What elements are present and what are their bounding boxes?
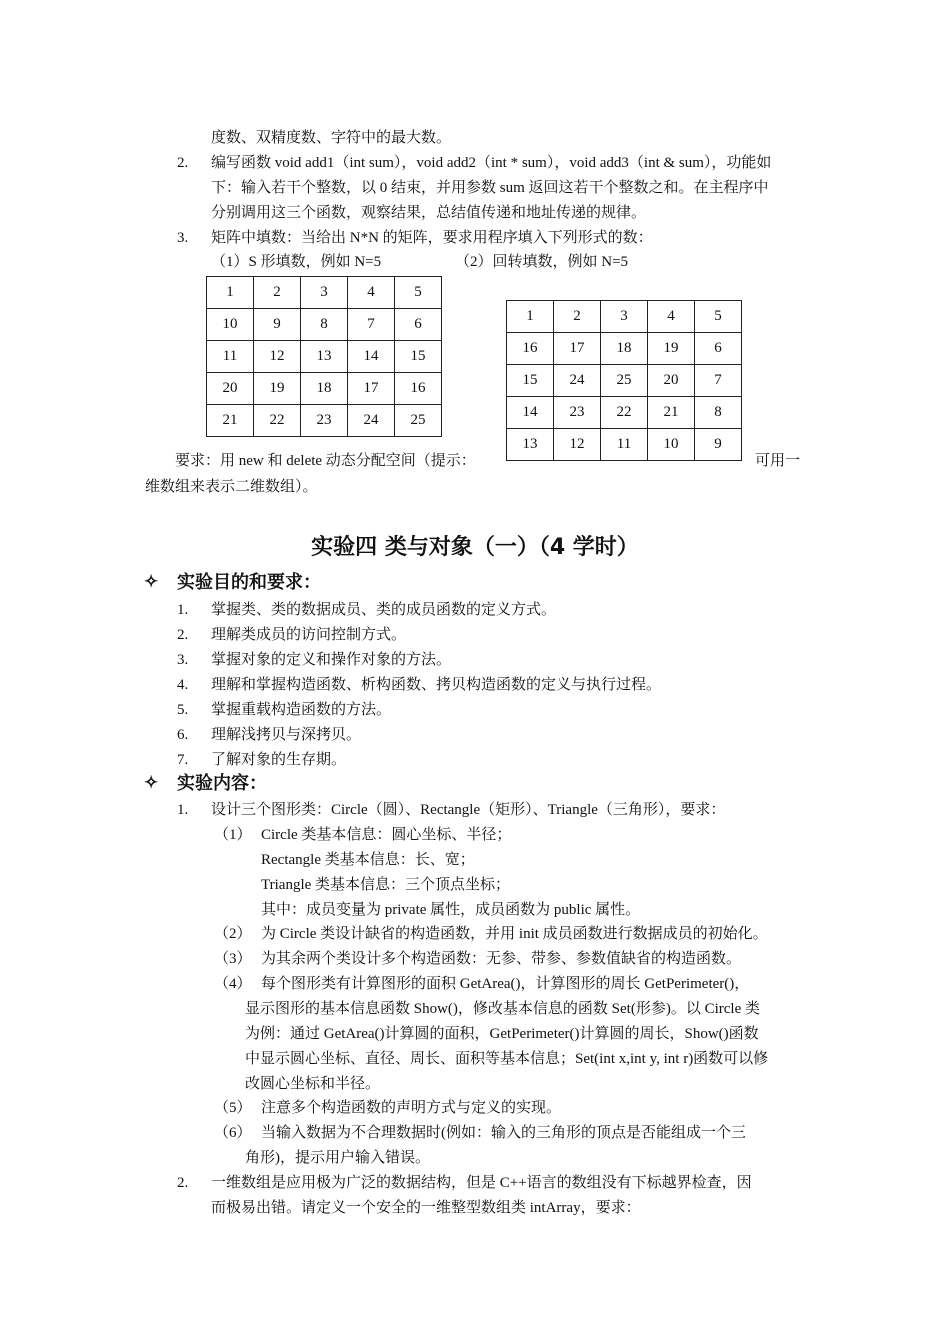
goal-number: 2.	[177, 627, 189, 643]
goal-item: 掌握类、类的数据成员、类的成员函数的定义方式。	[211, 602, 557, 618]
requirement-text-end: 可用一	[755, 453, 801, 469]
sub4-line-1: 每个图形类有计算图形的面积 GetArea()，计算图形的周长 GetPerimeter()，	[261, 976, 750, 992]
matrix-cell: 20	[207, 373, 254, 405]
item2-line-1: 编写函数 void add1（int sum），void add2（int * sum），void add3（int & sum），功能如	[211, 155, 772, 171]
matrix-cell: 2	[254, 277, 301, 309]
matrix-cell: 3	[301, 277, 348, 309]
content-item-2-line-1: 一维数组是应用极为广泛的数据结构，但是 C++语言的数组没有下标越界检查，因	[211, 1175, 752, 1191]
matrix-cell: 17	[554, 333, 601, 365]
matrix-cell: 10	[648, 429, 695, 461]
goal-item: 理解和掌握构造函数、析构函数、拷贝构造函数的定义与执行过程。	[211, 677, 662, 693]
continued-text: 度数、双精度数、字符中的最大数。	[211, 130, 452, 146]
goal-item: 掌握对象的定义和操作对象的方法。	[211, 652, 452, 668]
item3-text: 矩阵中填数：当给出 N*N 的矩阵，要求用程序填入下列形式的数：	[211, 230, 653, 246]
s-matrix-table	[206, 276, 442, 437]
matrix-cell: 9	[254, 309, 301, 341]
spiral-matrix-table	[506, 300, 742, 461]
sub-number: （6）	[214, 1125, 252, 1141]
goal-item: 了解对象的生存期。	[211, 752, 347, 768]
matrix-cell: 2	[554, 301, 601, 333]
matrix-cell: 6	[395, 309, 442, 341]
spiral-matrix-row	[507, 333, 742, 365]
diamond-bullet-icon: ✧	[144, 572, 159, 591]
goal-number: 6.	[177, 727, 189, 743]
requirement-text: 要求：用 new 和 delete 动态分配空间（提示：	[175, 453, 476, 469]
sub1-line-3: Triangle 类基本信息：三个顶点坐标；	[261, 877, 511, 893]
matrix-cell: 1	[207, 277, 254, 309]
sub1-line-2: Rectangle 类基本信息：长、宽；	[261, 852, 475, 868]
spiral-matrix-row	[507, 429, 742, 461]
sub1-line-4: 其中：成员变量为 private 属性，成员函数为 public 属性。	[261, 902, 641, 918]
content-item-2-line-2: 而极易出错。请定义一个安全的一维整型数组类 intArray，要求：	[211, 1200, 641, 1216]
matrix-cell: 16	[507, 333, 554, 365]
goal-number: 7.	[177, 752, 189, 768]
s-matrix-label: （1）S 形填数，例如 N=5	[211, 254, 382, 270]
matrix-cell: 9	[695, 429, 742, 461]
spiral-matrix-label: （2）回转填数，例如 N=5	[455, 254, 629, 270]
matrix-cell: 3	[601, 301, 648, 333]
sub-number: （4）	[214, 976, 252, 992]
matrix-cell: 25	[601, 365, 648, 397]
matrix-cell: 10	[207, 309, 254, 341]
sub-number: （3）	[214, 951, 252, 967]
spiral-matrix-row	[507, 301, 742, 333]
matrix-cell: 8	[301, 309, 348, 341]
matrix-cell: 11	[207, 341, 254, 373]
s-matrix-row	[207, 309, 442, 341]
matrix-cell: 7	[348, 309, 395, 341]
sub1-line-1: Circle 类基本信息：圆心坐标、半径；	[261, 827, 512, 843]
matrix-cell: 20	[648, 365, 695, 397]
matrix-cell: 15	[395, 341, 442, 373]
sub6-line-1: 当输入数据为不合理数据时(例如：输入的三角形的顶点是否能组成一个三	[261, 1125, 746, 1141]
sub4-line-5: 改圆心坐标和半径。	[245, 1076, 381, 1092]
matrix-cell: 18	[301, 373, 348, 405]
matrix-cell: 6	[695, 333, 742, 365]
matrix-cell: 5	[395, 277, 442, 309]
list-number: 2.	[177, 1175, 189, 1191]
list-number: 1.	[177, 802, 189, 818]
matrix-cell: 14	[348, 341, 395, 373]
matrix-cell: 4	[348, 277, 395, 309]
matrix-cell: 18	[601, 333, 648, 365]
matrix-cell: 19	[254, 373, 301, 405]
s-matrix-row	[207, 373, 442, 405]
matrix-cell: 19	[648, 333, 695, 365]
diamond-bullet-icon: ✧	[144, 773, 159, 792]
matrix-cell: 24	[554, 365, 601, 397]
matrix-cell: 25	[395, 405, 442, 437]
sub6-line-2: 角形)，提示用户输入错误。	[245, 1150, 430, 1166]
spiral-matrix-row	[507, 365, 742, 397]
item2-line-2: 下：输入若干个整数，以 0 结束，并用参数 sum 返回这若干个整数之和。在主程序中	[211, 180, 769, 196]
matrix-cell: 14	[507, 397, 554, 429]
sub-number: （5）	[214, 1100, 252, 1116]
goal-item: 理解浅拷贝与深拷贝。	[211, 727, 362, 743]
matrix-cell: 7	[695, 365, 742, 397]
matrix-cell: 8	[695, 397, 742, 429]
section-title: 实验四 类与对象（一）（4 学时）	[311, 535, 639, 560]
content-item-1: 设计三个图形类：Circle（圆）、Rectangle（矩形）、Triangle（三角形），要求：	[211, 802, 726, 818]
sub4-line-3: 为例：通过 GetArea()计算圆的面积，GetPerimeter()计算圆的周长，Show()函数	[245, 1026, 759, 1042]
matrix-cell: 13	[507, 429, 554, 461]
goal-number: 3.	[177, 652, 189, 668]
matrix-cell: 24	[348, 405, 395, 437]
sub4-line-4: 中显示圆心坐标、直径、周长、面积等基本信息；Set(int x,int y, int r)函数可以修	[245, 1051, 769, 1067]
list-number: 3.	[177, 230, 189, 246]
content-heading: 实验内容：	[177, 773, 267, 794]
matrix-cell: 12	[254, 341, 301, 373]
sub-number: （2）	[214, 926, 252, 942]
matrix-cell: 22	[254, 405, 301, 437]
matrix-cell: 13	[301, 341, 348, 373]
matrix-cell: 15	[507, 365, 554, 397]
goals-heading: 实验目的和要求：	[177, 572, 321, 593]
matrix-cell: 23	[554, 397, 601, 429]
matrix-cell: 12	[554, 429, 601, 461]
matrix-cell: 1	[507, 301, 554, 333]
matrix-cell: 22	[601, 397, 648, 429]
item2-line-3: 分别调用这三个函数，观察结果，总结值传递和地址传递的规律。	[211, 205, 647, 221]
matrix-cell: 11	[601, 429, 648, 461]
sub4-line-2: 显示图形的基本信息函数 Show()，修改基本信息的函数 Set(形参)。以 Circle 类	[245, 1001, 760, 1017]
sub-number: （1）	[214, 827, 252, 843]
list-number: 2.	[177, 155, 189, 171]
s-matrix-row	[207, 405, 442, 437]
sub2-text: 为 Circle 类设计缺省的构造函数，并用 init 成员函数进行数据成员的初始化。	[261, 926, 768, 942]
s-matrix-row	[207, 277, 442, 309]
sub5-text: 注意多个构造函数的声明方式与定义的实现。	[261, 1100, 562, 1116]
matrix-cell: 21	[207, 405, 254, 437]
requirement-text-line2: 维数组来表示二维数组）。	[145, 479, 318, 495]
goal-number: 4.	[177, 677, 189, 693]
matrix-cell: 4	[648, 301, 695, 333]
matrix-cell: 16	[395, 373, 442, 405]
goal-item: 理解类成员的访问控制方式。	[211, 627, 407, 643]
spiral-matrix-row	[507, 397, 742, 429]
matrix-cell: 23	[301, 405, 348, 437]
matrix-cell: 5	[695, 301, 742, 333]
matrix-cell: 17	[348, 373, 395, 405]
sub3-text: 为其余两个类设计多个构造函数：无参、带参、参数值缺省的构造函数。	[261, 951, 742, 967]
goal-item: 掌握重载构造函数的方法。	[211, 702, 392, 718]
matrix-cell: 21	[648, 397, 695, 429]
goal-number: 5.	[177, 702, 189, 718]
goal-number: 1.	[177, 602, 189, 618]
s-matrix-row	[207, 341, 442, 373]
